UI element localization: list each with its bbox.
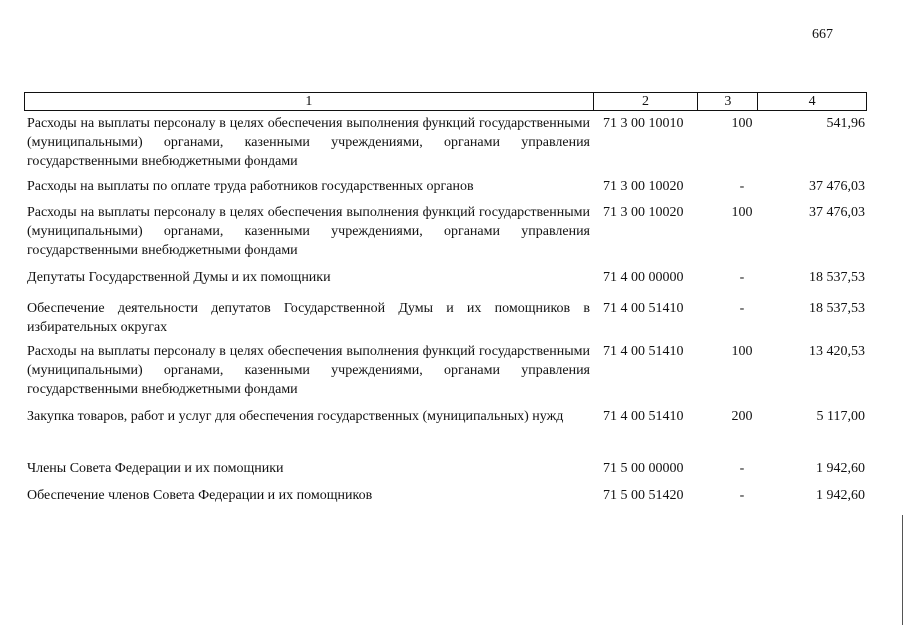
row-type: - xyxy=(739,270,745,285)
row-type: 100 xyxy=(731,116,753,131)
row-type: - xyxy=(739,301,745,316)
scan-edge-line xyxy=(902,515,903,625)
header-col-2: 2 xyxy=(594,93,699,110)
page-number: 667 xyxy=(812,27,833,42)
row-description: Обеспечение членов Совета Федерации и их помощников xyxy=(27,488,373,503)
row-amount: 1 942,60 xyxy=(816,461,865,476)
row-description: Расходы на выплаты персоналу в целях обеспечения выполнения функций государственными (муниципальными) органами, казенными учреждениями, органами управления государственными внебюджетными фондами xyxy=(27,116,590,169)
row-amount: 37 476,03 xyxy=(809,179,865,194)
row-description: Депутаты Государственной Думы и их помощники xyxy=(27,270,331,285)
row-type: - xyxy=(739,461,745,476)
row-description: Члены Совета Федерации и их помощники xyxy=(27,461,284,476)
row-description: Расходы на выплаты персоналу в целях обеспечения выполнения функций государственными (муниципальными) органами, казенными учреждениями, органами управления государственными внебюджетными фондами xyxy=(27,205,590,258)
header-col-4: 4 xyxy=(808,94,816,109)
row-code: 71 3 00 10020 xyxy=(603,179,684,194)
row-code: 71 4 00 51410 xyxy=(603,344,684,359)
row-type: - xyxy=(739,179,745,194)
row-amount: 5 117,00 xyxy=(816,409,865,424)
row-code: 71 3 00 10020 xyxy=(603,205,684,220)
row-description: Расходы на выплаты по оплате труда работников государственных органов xyxy=(27,179,474,194)
row-code: 71 4 00 51410 xyxy=(603,409,684,424)
row-amount: 13 420,53 xyxy=(809,344,865,359)
table-header xyxy=(24,92,867,111)
row-amount: 18 537,53 xyxy=(809,301,865,316)
row-type: 100 xyxy=(731,205,753,220)
row-amount: 541,96 xyxy=(826,116,865,131)
row-type: - xyxy=(739,488,745,503)
row-amount: 37 476,03 xyxy=(809,205,865,220)
row-description: Расходы на выплаты персоналу в целях обеспечения выполнения функций государственными (муниципальными) органами, казенными учреждениями, органами управления государственными внебюджетными фондами xyxy=(27,344,590,397)
row-amount: 1 942,60 xyxy=(816,488,865,503)
row-code: 71 4 00 00000 xyxy=(603,270,684,285)
row-type: 200 xyxy=(731,409,753,424)
row-amount: 18 537,53 xyxy=(809,270,865,285)
row-code: 71 3 00 10010 xyxy=(603,116,684,131)
row-description: Закупка товаров, работ и услуг для обеспечения государственных (муниципальных) нужд xyxy=(27,409,564,424)
header-col-1: 1 xyxy=(25,93,594,110)
header-col-3: 3 xyxy=(698,93,758,110)
row-type: 100 xyxy=(731,344,753,359)
row-code: 71 4 00 51410 xyxy=(603,301,684,316)
row-code: 71 5 00 51420 xyxy=(603,488,684,503)
row-code: 71 5 00 00000 xyxy=(603,461,684,476)
row-description: Обеспечение деятельности депутатов Государственной Думы и их помощников в избирательных округах xyxy=(27,301,590,335)
